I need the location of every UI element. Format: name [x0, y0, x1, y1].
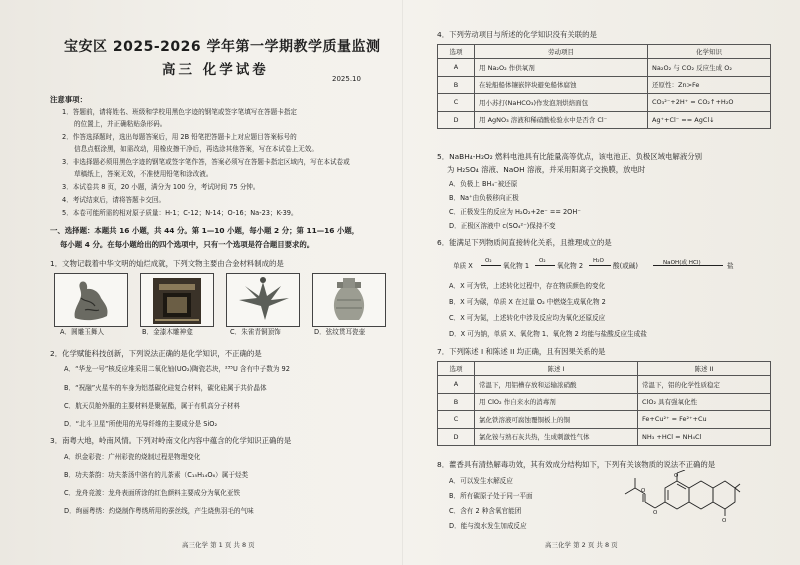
- note-line: 2．作答选择题时，选出每题答案后，用 2B 铅笔把答题卡上对应题目答案标号的: [62, 133, 297, 141]
- q2-option-c[interactable]: C．航天员舱外服的主要材料是聚氨酯，属于有机高分子材料: [64, 402, 241, 410]
- q5-stem: 5．NaBH₄-H₂O₂ 燃料电池具有比能量高等优点，该电池正、负极区域电解液分别: [437, 152, 702, 161]
- table-cell: NH₃ +HCl = NH₄Cl: [638, 428, 771, 446]
- svg-text:O: O: [653, 510, 658, 516]
- table-cell: 常温下，铝的化学性质稳定: [638, 376, 771, 394]
- q5-option-d[interactable]: D．正极区溶液中 c(SO₄²⁻)保持不变: [449, 222, 556, 230]
- note-line: 3．非选择题必须用黑色字迹的钢笔或签字笔作答，答案必须写在答题卡指定区域内，写在本试卷或: [62, 158, 350, 166]
- q4-table-header: [438, 45, 771, 59]
- table-cell: Fe+Cu²⁺ = Fe²⁺+Cu: [638, 411, 771, 429]
- note-line: 草稿纸上，答案无效，不准使用铅笔和涂改液。: [74, 170, 213, 178]
- q8-option-a[interactable]: A．可以发生水解反应: [449, 477, 513, 485]
- table-cell: 还原性：Zn>Fe: [648, 76, 771, 94]
- table-cell: Na₂O₂ 与 CO₂ 反应生成 O₂: [648, 59, 771, 77]
- note-line: 信息点框涂黑，如需改动，用橡皮擦干净后，再选涂其他答案，写在本试卷上无效。: [74, 145, 318, 153]
- right-page: [435, 0, 775, 565]
- molecule-structure-icon: [621, 470, 741, 526]
- table-cell: 用小苏打(NaHCO₃)作发泡剂烘焙面包: [475, 94, 648, 112]
- option-letter: D: [438, 428, 475, 446]
- q1-option-b[interactable]: B．金漆木雕神龛: [142, 328, 193, 336]
- table-header-cell: 选项: [438, 45, 475, 59]
- page-footer-right: 高三化学 第 2 页 共 8 页: [545, 541, 618, 549]
- q4-table: [437, 44, 771, 129]
- q6-option-d[interactable]: D．X 可为钠，单质 X、氧化物 1、氧化物 2 均能与盐酸反应生成盐: [449, 330, 647, 338]
- arrow-reagent: O₂: [539, 258, 546, 264]
- jade-dancer-image: [54, 273, 128, 327]
- porcelain-vase-image: [312, 273, 386, 327]
- notes-heading: 注意事项：: [50, 95, 87, 104]
- option-letter: D: [438, 111, 475, 129]
- chain-oxide-1: 氧化物 1: [503, 262, 530, 270]
- table-cell: CO₃²⁻+2H⁺ = CO₂↑+H₂O: [648, 94, 771, 112]
- q1-option-c[interactable]: C．朱雀青铜顶饰: [230, 328, 281, 336]
- arrow-right-icon: [481, 265, 501, 266]
- arrow-right-icon: [589, 265, 611, 266]
- bronze-phoenix-image: [226, 273, 300, 327]
- q3-option-b[interactable]: B．功夫茶韵：功夫茶汤中溶有的儿茶素（C₁₅H₁₄O₆）属于烃类: [64, 471, 249, 479]
- table-row[interactable]: [438, 59, 771, 77]
- q4-stem: 4．下列劳动项目与所述的化学知识没有关联的是: [437, 30, 597, 39]
- table-header-cell: 陈述 I: [475, 362, 638, 376]
- table-cell: 氯化铁溶液可腐蚀覆铜板上的铜: [475, 411, 638, 429]
- option-letter: B: [438, 76, 475, 94]
- q6-stem: 6．能满足下列物质间直接转化关系，且推理成立的是: [437, 238, 612, 247]
- arrow-right-icon: [535, 265, 555, 266]
- q8-option-b[interactable]: B．所有碳原子处于同一平面: [449, 492, 533, 500]
- q3-option-d[interactable]: D．绚丽粤绣：灼烧制作粤绣所用的蚕丝线，产生烧焦羽毛的气味: [64, 507, 254, 515]
- chain-salt: 盐: [727, 262, 734, 270]
- arrow-right-icon: [653, 265, 723, 266]
- option-letter: C: [438, 411, 475, 429]
- wooden-shrine-image: [140, 273, 214, 327]
- q3-option-a[interactable]: A．织金彩瓷：广州彩瓷的烧制过程是物理变化: [64, 453, 201, 461]
- q7-table: [437, 361, 771, 446]
- option-letter: A: [438, 376, 475, 394]
- table-row[interactable]: [438, 393, 771, 411]
- table-cell: 氯化铵与熟石灰共热，生成刺激性气体: [475, 428, 638, 446]
- q1-option-a[interactable]: A．圆雕玉舞人: [60, 328, 105, 336]
- table-header-cell: 化学知识: [648, 45, 771, 59]
- q5-stem-2: 为 H₂SO₄ 溶液、NaOH 溶液，并采用阳离子交换膜，放电时: [447, 165, 646, 174]
- arrow-reagent: H₂O: [593, 258, 604, 264]
- q2-option-b[interactable]: B．“祝融”火星车的车身为铝基碳化硅复合材料，碳化硅属于共价晶体: [64, 384, 267, 392]
- section-instructions-2: 每小题 4 分。在每小题给出的四个选项中，只有一个选项是符合题目要求的。: [60, 240, 315, 249]
- note-line: 1．答题前，请将姓名、班级和学校用黑色字迹的钢笔或签字笔填写在答题卡指定: [62, 108, 297, 116]
- note-line: 的位置上，并正确粘贴条形码。: [74, 120, 167, 128]
- left-page: [50, 0, 392, 565]
- arrow-reagent: O₂: [485, 258, 492, 264]
- page-footer-left: 高三化学 第 1 页 共 8 页: [182, 541, 255, 549]
- note-line: 5．本卷可能所需的相对原子质量：H-1；C-12；N-14；O-16；Na-23；K-39。: [62, 209, 298, 217]
- q2-option-d[interactable]: D．“北斗卫星”所使用的光导纤维的主要成分是 SiO₂: [64, 420, 218, 428]
- table-header-cell: 劳动项目: [475, 45, 648, 59]
- table-row[interactable]: [438, 428, 771, 446]
- table-cell: 用 ClO₂ 作自来水的消毒剂: [475, 393, 638, 411]
- option-letter: B: [438, 393, 475, 411]
- q7-table-header: [438, 362, 771, 376]
- table-row[interactable]: [438, 111, 771, 129]
- option-letter: C: [438, 94, 475, 112]
- table-cell: 用 Na₂O₂ 作供氧剂: [475, 59, 648, 77]
- q6-option-b[interactable]: B．X 可为碳，单质 X 在过量 O₂ 中燃烧生成氧化物 2: [449, 298, 606, 306]
- q7-stem: 7．下列陈述 I 和陈述 II 均正确，且有因果关系的是: [437, 347, 606, 356]
- q8-stem: 8．藿香具有清热解毒功效，其有效成分结构如下，下列有关该物质的说法不正确的是: [437, 460, 716, 469]
- q1-option-d[interactable]: D．弦纹贯耳瓷壶: [314, 328, 366, 336]
- q1-stem: 1．文物记载着中华文明的灿烂成就，下列文物主要由合金材料制成的是: [50, 259, 284, 268]
- chain-acid-base: 酸(或碱): [613, 262, 638, 270]
- table-header-cell: 陈述 II: [638, 362, 771, 376]
- table-cell: ClO₂ 具有强氧化性: [638, 393, 771, 411]
- note-line: 4．考试结束后，请将答题卡交回。: [62, 196, 166, 204]
- q6-option-a[interactable]: A．X 可为铁，上述转化过程中，存在物质颜色的变化: [449, 282, 606, 290]
- q2-option-a[interactable]: A．“华龙一号”核反应堆采用二氧化铀(UO₂)陶瓷芯块，²³⁵U 含有中子数为 92: [64, 365, 290, 373]
- table-header-cell: 选项: [438, 362, 475, 376]
- exam-subtitle: 高三 化学试卷: [162, 62, 269, 78]
- table-cell: 常温下，用铝槽存放和运输浓硝酸: [475, 376, 638, 394]
- table-row[interactable]: [438, 94, 771, 112]
- chain-element-x: 单质 X: [453, 262, 473, 270]
- table-row[interactable]: [438, 411, 771, 429]
- q6-option-c[interactable]: C．X 可为氮，上述转化中涉及反应均为氧化还原反应: [449, 314, 606, 322]
- table-cell: Ag⁺+Cl⁻ == AgCl↓: [648, 111, 771, 129]
- page-fold: [402, 0, 403, 565]
- exam-title: 宝安区 2025-2026 学年第一学期教学质量监测: [64, 39, 381, 55]
- note-line: 3．本试卷共 8 页，20 小题，满分为 100 分，考试时间 75 分钟。: [62, 183, 260, 191]
- q3-option-c[interactable]: C．龙舟竞渡：龙舟表面所涂的红色颜料主要成分为氧化亚铁: [64, 489, 241, 497]
- table-cell: 在轮船船体镶嵌锌块避免船体腐蚀: [475, 76, 648, 94]
- q5-option-b[interactable]: B．Na⁺由负极移向正极: [449, 194, 519, 202]
- arrow-reagent: NaOH(或 HCl): [663, 260, 701, 266]
- svg-text:O: O: [674, 473, 679, 479]
- q3-stem: 3．南粤大地，岭南风情。下列对岭南文化内容中蕴含的化学知识正确的是: [50, 436, 292, 445]
- table-cell: 用 AgNO₃ 溶液和稀硝酸检验水中是否含 Cl⁻: [475, 111, 648, 129]
- section-instructions: 一、选择题：本题共 16 小题，共 44 分。第 1—10 小题，每小题 2 分；第 11—16 小题，: [50, 226, 360, 235]
- svg-text:O: O: [641, 488, 646, 494]
- q2-stem: 2．化学赋能科技创新，下列说法正确的是化学知识，不正确的是: [50, 349, 262, 358]
- exam-date: 2025.10: [332, 75, 361, 83]
- table-row[interactable]: [438, 76, 771, 94]
- option-letter: A: [438, 59, 475, 77]
- q8-option-c[interactable]: C．含有 2 种含氧官能团: [449, 507, 522, 515]
- svg-text:O: O: [722, 518, 727, 524]
- table-row[interactable]: [438, 376, 771, 394]
- q5-option-a[interactable]: A．负极上 BH₄⁻被还原: [449, 180, 518, 188]
- chain-oxide-2: 氧化物 2: [557, 262, 584, 270]
- q8-option-d[interactable]: D．能与溴水发生加成反应: [449, 522, 527, 530]
- q5-option-c[interactable]: C．正极发生的反应为 H₂O₂+2e⁻ == 2OH⁻: [449, 208, 581, 216]
